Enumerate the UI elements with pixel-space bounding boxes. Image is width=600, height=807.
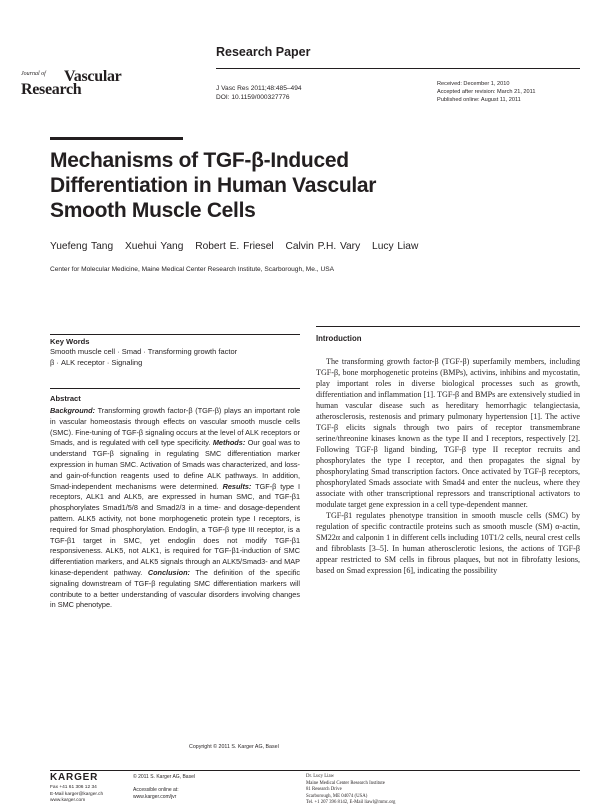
journal-logo-line2: Research bbox=[21, 81, 82, 98]
abstract-conclusion-text: The definition of the specific signaling downstream of TGF-β regulating SMC differentiation markers will contribute to a better understanding of vascular disorders involving changes in SMC phenotype. bbox=[50, 567, 300, 610]
journal-logo-line1: Vascular bbox=[64, 68, 122, 85]
doi-line bbox=[216, 93, 302, 102]
journal-citation-block bbox=[216, 84, 302, 102]
author-name: Calvin P.H. Vary bbox=[285, 241, 361, 252]
author-name: Lucy Liaw bbox=[372, 241, 419, 252]
correspondence-contact: Tel. +1 207 396 8142, E-Mail liawl@mmc.org bbox=[306, 800, 396, 805]
abstract-results-label: Results: bbox=[222, 481, 252, 491]
publisher-fax: Fax +41 61 306 12 34 bbox=[50, 785, 97, 790]
journal-logo-prefix: Journal of bbox=[21, 71, 46, 77]
abstract-conclusion-label: Conclusion: bbox=[147, 567, 190, 577]
abstract-heading: Abstract bbox=[50, 394, 81, 403]
received-date: Received: December 1, 2010 bbox=[437, 81, 510, 87]
article-dates bbox=[437, 80, 535, 104]
introduction-divider bbox=[316, 326, 580, 327]
abstract-background-label: Background: bbox=[50, 406, 95, 415]
publisher-logo: KARGER bbox=[50, 772, 99, 783]
correspondence-institution: Maine Medical Center Research Institute bbox=[306, 780, 385, 786]
journal-url[interactable]: www.karger.com/jvr bbox=[133, 794, 177, 800]
author-name: Xuehui Yang bbox=[124, 241, 184, 252]
keywords-line: β · ALK receptor · Signaling bbox=[50, 358, 143, 367]
author-name: Yuefeng Tang bbox=[50, 241, 114, 252]
accepted-date: Accepted after revision: March 21, 2011 bbox=[437, 89, 536, 95]
publisher-email[interactable]: E-Mail karger@karger.ch bbox=[50, 791, 104, 797]
keywords-heading: Key Words bbox=[50, 337, 90, 346]
abstract-body bbox=[50, 406, 300, 611]
abstract-divider bbox=[50, 388, 300, 389]
publisher-website[interactable]: www.karger.com bbox=[50, 798, 86, 803]
correspondence-street: 81 Research Drive bbox=[306, 787, 342, 792]
footer-divider bbox=[50, 770, 580, 771]
journal-citation: J Vasc Res 2011;48:485–494 bbox=[216, 85, 302, 92]
doi-link[interactable]: 10.1159/000327776 bbox=[231, 94, 290, 101]
author-name: Robert E. Friesel bbox=[195, 241, 274, 252]
introduction-heading: Introduction bbox=[316, 334, 362, 343]
article-title: Mechanisms of TGF-β-Induced Differentiation in Human Vascular Smooth Muscle Cells bbox=[50, 149, 377, 222]
abstract-copyright: Copyright © 2011 S. Karger AG, Basel bbox=[189, 744, 279, 750]
abstract-methods-text: Our goal was to understand TGF-β signaling in regulating SMC differentiation marker expression in human SMC. Activation of Smads was characterized, and loss- and gain-of-function reagents used to define ALK pathways. In addition, Smad-independent mechanisms were determined. bbox=[50, 438, 300, 491]
keywords-text bbox=[50, 346, 300, 368]
header-divider bbox=[216, 68, 580, 69]
title-accent-rule bbox=[50, 137, 183, 140]
author-list bbox=[50, 241, 426, 252]
keywords-divider bbox=[50, 334, 300, 335]
abstract-background-text: Transforming growth factor-β (TGF-β) plays an important role in vascular homeostasis through effects on vascular smooth muscle cells (SMC). Fine-tuning of TGF-β signaling occurs at the level of ALK receptors or Smads, and is regulated with cell type specificity. bbox=[50, 406, 300, 448]
publication-info bbox=[133, 774, 195, 801]
introduction-body bbox=[316, 356, 580, 576]
accessible-online-label: Accessible online at: bbox=[133, 787, 179, 793]
abstract-results-text: TGF-β type I receptors, ALK1 and ALK5, are expressed in human SMC, and TGF-β1 phosphorylates Smad1/5/8 and Smad2/3 in a time- and dosage-dependent pattern. ALK5 activity, not bone morphogenetic protein type I receptors, is required for Smad phosphorylation. Endoglin, a TGF-β type III receptor, is a TGF-β1 target in SMC, yet endoglin does not modify TGF-β1 responsiveness. ALK5, not ALK1, is required for TGF-β1-induction of SMC differentiation markers, and ALK5 signals through an ALK5/Smad3- and MAP kinase-dependent pathway. bbox=[50, 481, 300, 577]
keywords-line: Smooth muscle cell · Smad · Transforming growth factor bbox=[50, 347, 238, 356]
correspondence-address bbox=[306, 774, 395, 807]
correspondence-city: Scarborough, ME 04074 (USA) bbox=[306, 793, 368, 799]
published-date: Published online: August 11, 2011 bbox=[437, 97, 521, 103]
paper-type: Research Paper bbox=[216, 45, 311, 59]
introduction-paragraph: TGF-β1 regulates phenotype transition in smooth muscle cells (SMC) by regulation of specific contractile proteins such as smooth muscle (SM) α-actin, SM22α and calponin 1 in different cells including 10T1/2 cells, neural crest cells and fibroblasts [3–5]. In human atherosclerotic lesions, the actions of TGF-β appear restricted to SM cells in fibrous plaques, but not in fibrofatty lesions, based on Smad expression [6], indicating the possibility bbox=[316, 511, 580, 575]
footer-copyright: © 2011 S. Karger AG, Basel bbox=[133, 774, 195, 780]
journal-logo bbox=[21, 70, 121, 96]
abstract-methods-label: Methods: bbox=[212, 438, 246, 448]
correspondence-name: Dr. Lucy Liaw bbox=[306, 774, 335, 779]
introduction-paragraph: The transforming growth factor-β (TGF-β) superfamily members, including TGF-β, bone morphogenetic proteins (BMPs), activins, inhibins and mycostatin, play important roles in diverse biological processes such as growth, differentiation and inflammation [1]. TGF-β and BMPs are extensively studied in human vascular disease such as hereditary hemorrhagic telangiectasia, atherosclerosis, restenosis and primary pulmonary hypertension [1]. The active TGF-β elicits signals through two pairs of receptor transmembrane serine/threonine kinases known as the type II and I receptors, respectively [2]. Following TGF-β ligand binding, TGF-β type II receptor recruits and phosphorylates the type I receptor, and then propagates the signal by phosphorylating Smad transcription factors. Once activated by TGF-β receptors, phosphorylated Smads associate with Smad4 and enter the nucleus, where they associate with other transcriptional repressors and transcriptional activators to modulate target gene expression in a cell type-dependent manner. bbox=[316, 357, 580, 509]
affiliation: Center for Molecular Medicine, Maine Medical Center Research Institute, Scarborough, Me., USA bbox=[50, 266, 335, 273]
doi-label: DOI: bbox=[216, 94, 232, 101]
